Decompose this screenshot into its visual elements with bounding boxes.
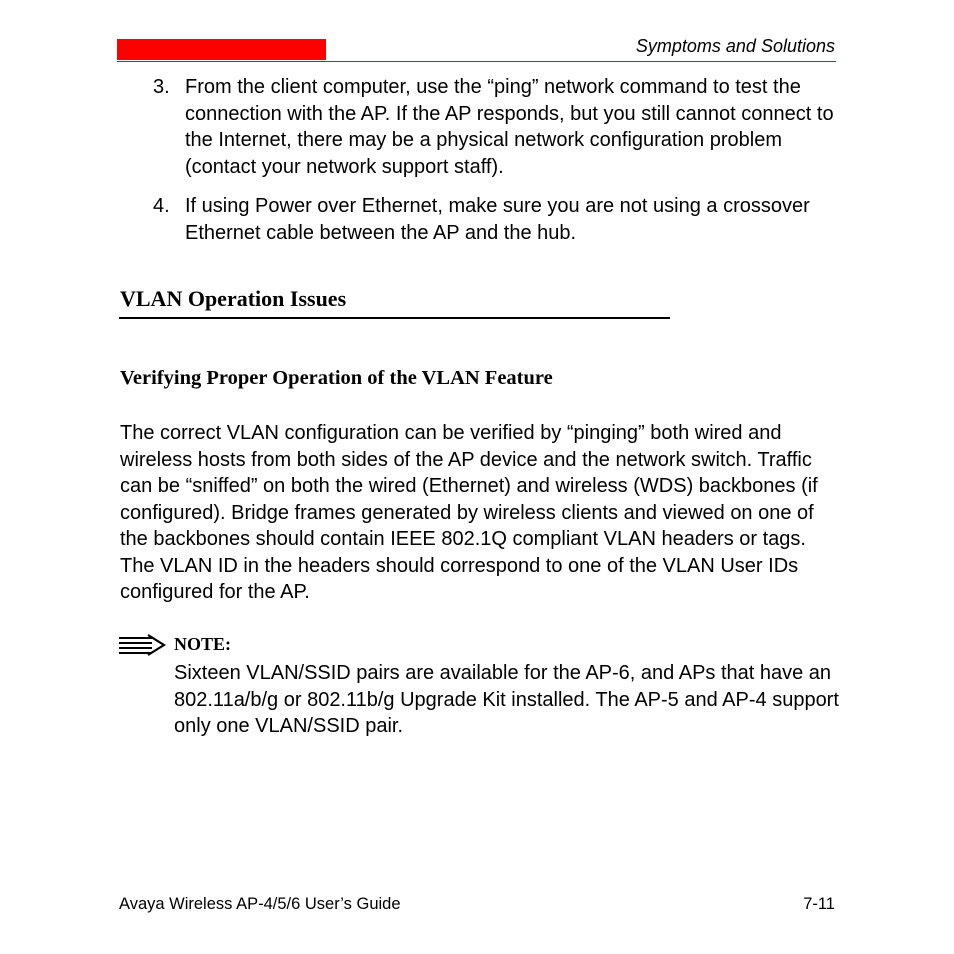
header-rule [117, 61, 836, 62]
list-item-number: 4. [153, 195, 170, 217]
list-item-text: From the client computer, use the “ping” network command to test the connection with the AP. If the AP responds, but you still cannot connect to the Internet, there may be a physical network configuration problem (contact your network support staff). [185, 76, 834, 178]
running-header: Symptoms and Solutions [635, 36, 835, 56]
header-accent-bar [117, 39, 326, 60]
note-text: Sixteen VLAN/SSID pairs are available for the AP-6, and APs that have an 802.11a/b/g or 802.11b/g Upgrade Kit installed. The AP-5 and AP-4 support only one VLAN/SSID pair. [174, 662, 839, 737]
subsection-heading: Verifying Proper Operation of the VLAN Feature [120, 367, 553, 389]
list-item-text: If using Power over Ethernet, make sure you are not using a crossover Ethernet cable between the AP and the hub. [185, 195, 810, 244]
footer-guide-title: Avaya Wireless AP-4/5/6 User’s Guide [119, 895, 401, 913]
list-item-number: 3. [153, 76, 170, 98]
note-label: NOTE: [174, 634, 232, 654]
footer-page-number: 7-11 [803, 895, 835, 913]
body-paragraph: The correct VLAN configuration can be verified by “pinging” both wired and wireless hosts from both sides of the AP device and the network switch. Traffic can be “sniffed” on both the wired (Ethernet) and wireless (WDS) backbones (if configured). Bridge frames generated by wireless clients and viewed on one of the backbones should contain IEEE 802.1Q compliant VLAN headers or tags. The VLAN ID in the headers should correspond to one of the VLAN User IDs configured for the AP. [120, 422, 818, 603]
section-heading: VLAN Operation Issues [120, 286, 347, 311]
section-rule [119, 317, 670, 319]
list-item [153, 193, 843, 246]
note-arrow-icon [118, 634, 166, 656]
list-item [153, 74, 843, 180]
